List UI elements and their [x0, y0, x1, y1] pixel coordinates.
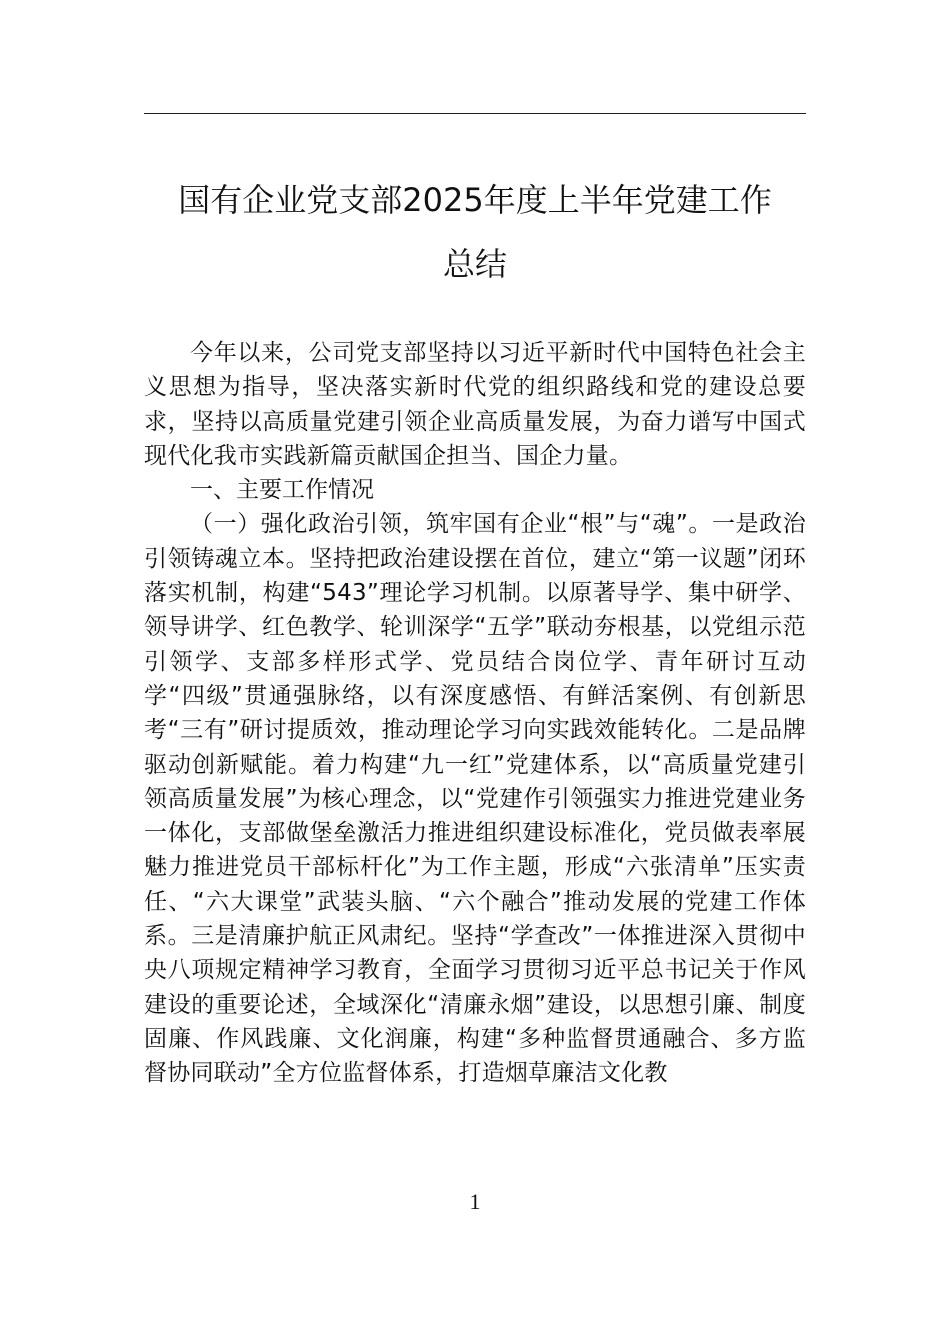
document-title-line-2: 总结 — [442, 245, 507, 283]
section-heading: 一、主要工作情况 — [190, 477, 374, 504]
header-rule — [144, 113, 806, 114]
intro-paragraph: 今年以来，公司党支部坚持以习近平新时代中国特色社会主义思想为指导，坚决落实新时代党的组织路线和党的建设总要求，坚持以高质量党建引领企业高质量发展，为奋力谱写中国式现代化我市实践新篇贡献国企担当、国企力量。 — [144, 340, 806, 469]
document-title-line-1: 国有企业党支部2025年度上半年党建工作 — [178, 181, 772, 219]
document-body — [144, 336, 806, 1091]
document-title — [144, 168, 806, 296]
section-paragraph: （一）强化政治引领，筑牢国有企业“根”与“魂”。一是政治引领铸魂立本。坚持把政治建设摆在首位，建立“第一议题”闭环落实机制，构建“543”理论学习机制。以原著导学、集中研学、领导讲学、红色教学、轮训深学“五学”联动夯根基，以党组示范引领学、支部多样形式学、党员结合岗位学、青年研讨互动学“四级”贯通强脉络，以有深度感悟、有鲜活案例、有创新思考“三有”研讨提质效，推动理论学习向实践效能转化。二是品牌驱动创新赋能。着力构建“九一红”党建体系，以“高质量党建引领高质量发展”为核心理念，以“党建作引领强实力推进党建业务一体化，支部做堡垒激活力推进组织建设标准化，党员做表率展魅力推进党员干部标杆化”为工作主题，形成“六张清单”压实责任、“六大课堂”武装头脑、“六个融合”推动发展的党建工作体系。三是清廉护航正风肃纪。坚持“学查改”一体推进深入贯彻中央八项规定精神学习教育，全面学习贯彻习近平总书记关于作风建设的重要论述，全域深化“清廉永烟”建设，以思想引廉、制度固廉、作风践廉、文化润廉，构建“多种监督贯通融合、多方监督协同联动”全方位监督体系，打造烟草廉洁文化教 — [144, 511, 806, 1087]
page-number: 1 — [469, 1189, 481, 1214]
